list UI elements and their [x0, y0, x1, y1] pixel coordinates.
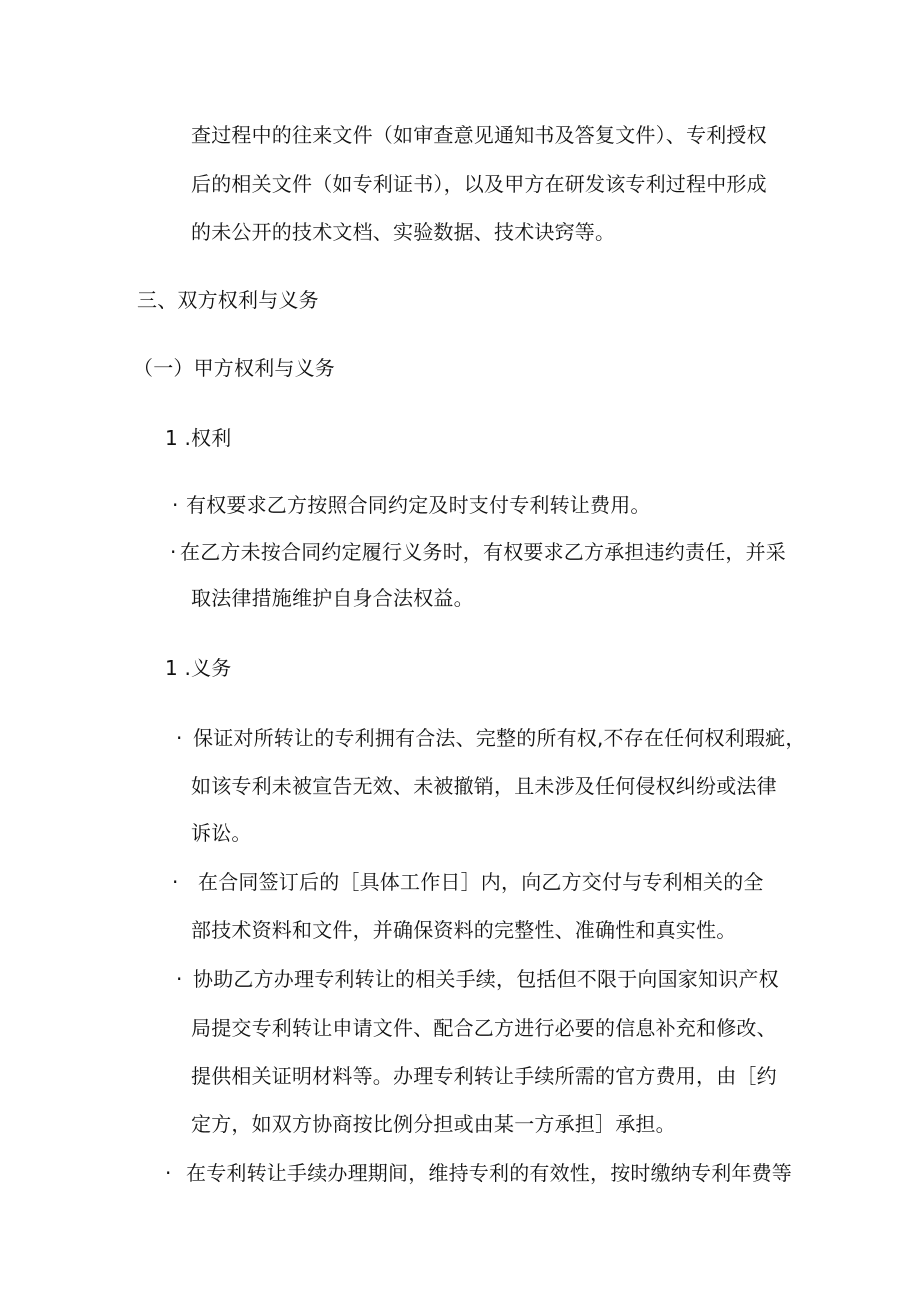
obligation-item-line: 在专利转让手续办理期间，维持专利的有效性，按时缴纳专利年费等 — [186, 1161, 792, 1185]
obligation-item-line: 部技术资料和文件，并确保资料的完整性、准确性和真实性。 — [191, 918, 737, 942]
bullet-marker: · — [176, 726, 183, 750]
obligation-item-line: 保证对所转让的专利拥有合法、完整的所有权,不存在任何权利瑕疵， — [193, 726, 806, 750]
obligation-item-line: 诉讼。 — [191, 821, 252, 845]
intro-line: 后的相关文件（如专利证书），以及甲方在研发该专利过程中形成 — [191, 172, 767, 196]
bullet-marker: · — [170, 540, 177, 564]
bullet-marker: · — [176, 967, 183, 991]
bullet-marker: · — [165, 1161, 172, 1185]
obligations-heading: 1 .义务 — [165, 656, 232, 680]
obligation-item-line: 协助乙方办理专利转让的相关手续，包括但不限于向国家知识产权 — [193, 967, 779, 991]
obligation-item-line: 在合同签订后的［具体工作日］内，向乙方交付与专利相关的全 — [198, 870, 764, 894]
subsection-heading: （一）甲方权利与义务 — [133, 356, 335, 380]
section-heading: 三、双方权利与义务 — [137, 288, 319, 312]
obligation-item-line: 提供相关证明材料等。办理专利转让手续所需的官方费用，由［约 — [191, 1064, 777, 1088]
bullet-marker: · — [172, 870, 179, 894]
bullet-marker: · — [172, 493, 179, 517]
intro-line: 查过程中的往来文件（如审查意见通知书及答复文件）、专利授权 — [191, 123, 767, 147]
rights-item-line: 取法律措施维护自身合法权益。 — [191, 586, 474, 610]
intro-line: 的未公开的技术文档、实验数据、技术诀窍等。 — [191, 220, 616, 244]
rights-item-line: 有权要求乙方按照合同约定及时支付专利转让费用。 — [186, 493, 651, 517]
obligation-item-line: 定方，如双方协商按比例分担或由某一方承担］承担。 — [191, 1112, 676, 1136]
obligation-item-line: 局提交专利转让申请文件、配合乙方进行必要的信息补充和修改、 — [191, 1016, 777, 1040]
rights-item-line: 在乙方未按合同约定履行义务时，有权要求乙方承担违约责任，并采 — [180, 540, 786, 564]
rights-heading: 1 .权利 — [165, 426, 232, 450]
obligation-item-line: 如该专利未被宣告无效、未被撤销，且未涉及任何侵权纠纷或法律 — [191, 774, 777, 798]
